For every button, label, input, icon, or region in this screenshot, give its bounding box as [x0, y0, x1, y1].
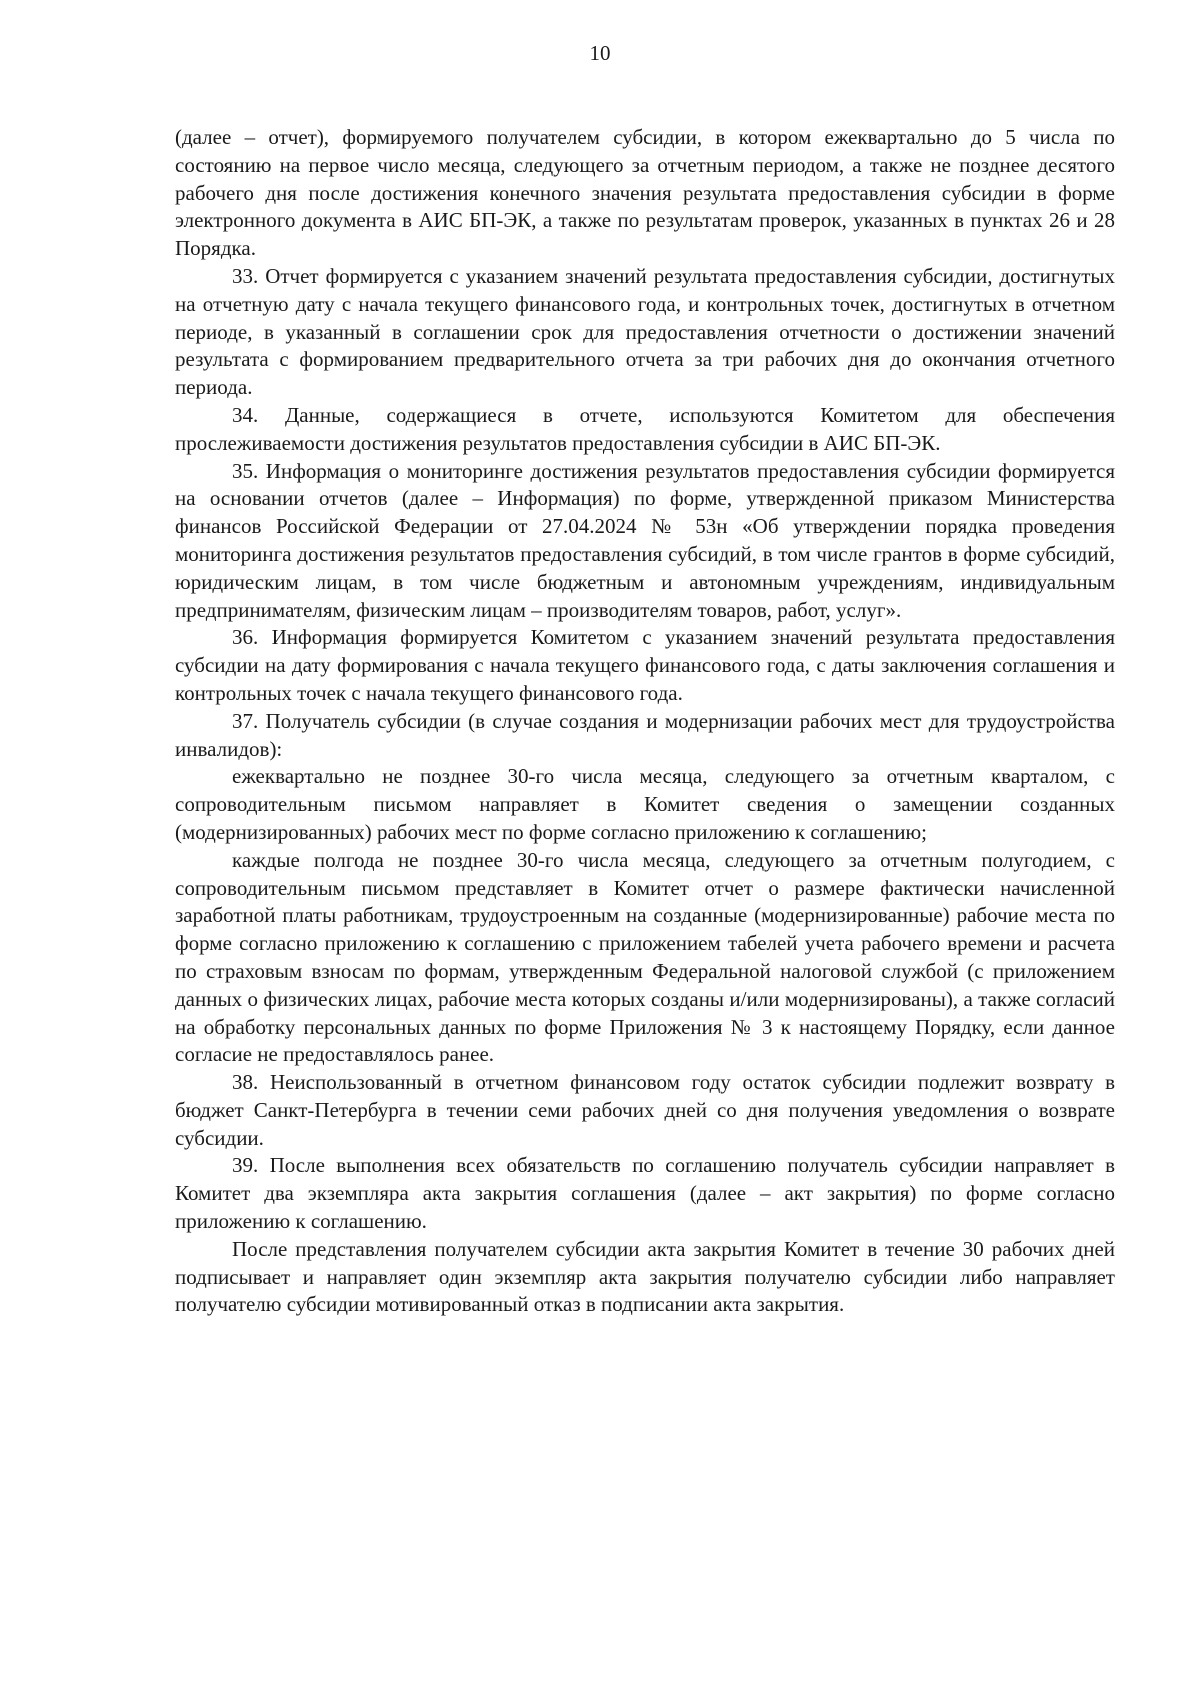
paragraph-36: 36. Информация формируется Комитетом с указанием значений результата предоставления субсидии на дату формирования с начала текущего финансового года, с даты заключения соглашения и контрольных точек с начала текущего финансового года. [175, 625, 1115, 705]
paragraph-38: 38. Неиспользованный в отчетном финансовом году остаток субсидии подлежит возврату в бюджет Санкт-Петербурга в течении семи рабочих дней со дня получения уведомления о возврате субсидии. [175, 1070, 1115, 1150]
paragraph-37-quarterly: ежеквартально не позднее 30-го числа месяца, следующего за отчетным кварталом, с сопроводительным письмом направляет в Комитет сведения о замещении созданных (модернизированных) рабочих мест по форме согласно приложению к соглашению; [175, 764, 1115, 844]
paragraph-33: 33. Отчет формируется с указанием значений результата предоставления субсидии, достигнутых на отчетную дату с начала текущего финансового года, и контрольных точек, достигнутых в отчетном периоде, в указанный в соглашении срок для предоставления отчетности о достижении значений результата с формированием предварительного отчета за три рабочих дня до окончания отчетного периода. [175, 263, 1115, 400]
document-body [175, 124, 1115, 1319]
paragraph-39-closing: После представления получателем субсидии акта закрытия Комитет в течение 30 рабочих дней подписывает и направляет один экземпляр акта закрытия получателю субсидии либо направляет получателю субсидии мотивированный отказ в подписании акта закрытия. [175, 1236, 1115, 1317]
paragraph-35: 35. Информация о мониторинге достижения результатов предоставления субсидии формируется на основании отчетов (далее – Информация) по форме, утвержденной приказом Министерства финансов Российской Федерации от 27.04.2024 № 53н «Об утверждении порядка проведения мониторинга достижения результатов предоставления субсидий, в том числе грантов в форме субсидий, юридическим лицам, в том числе бюджетным и автономным учреждениям, индивидуальным предпринимателям, физическим лицам – производителям товаров, работ, услуг». [175, 458, 1115, 622]
paragraph-37-semiannual: каждые полгода не позднее 30-го числа месяца, следующего за отчетным полугодием, с сопроводительным письмом представляет в Комитет отчет о размере фактически начисленной заработной платы работникам, трудоустроенным на созданные (модернизированные) рабочие места по форме согласно приложению к соглашению с приложением табелей учета рабочего времени и расчета по страховым взносам по формам, утвержденным Федеральной налоговой службой (с приложением данных о физических лицах, рабочие места которых созданы и/или модернизированы), а также согласий на обработку персональных данных по форме Приложения № 3 к настоящему Порядку, если данное согласие не предоставлялось ранее. [175, 847, 1115, 1067]
paragraph-34: 34. Данные, содержащиеся в отчете, используются Комитетом для обеспечения прослеживаемости достижения результатов предоставления субсидии в АИС БП-ЭК. [175, 402, 1115, 455]
paragraph-37: 37. Получатель субсидии (в случае создания и модернизации рабочих мест для трудоустройства инвалидов): [175, 708, 1115, 761]
page-number: 10 [589, 41, 611, 65]
paragraph-39: 39. После выполнения всех обязательств по соглашению получатель субсидии направляет в Комитет два экземпляра акта закрытия соглашения (далее – акт закрытия) по форме согласно приложению к соглашению. [175, 1153, 1115, 1234]
paragraph-continuation: (далее – отчет), формируемого получателем субсидии, в котором ежеквартально до 5 числа по состоянию на первое число месяца, следующего за отчетным периодом, а также не позднее десятого рабочего дня после достижения конечного значения результата предоставления субсидии в форме электронного документа в АИС БП-ЭК, а также по результатам проверок, указанных в пунктах 26 и 28 Порядка. [175, 125, 1115, 261]
